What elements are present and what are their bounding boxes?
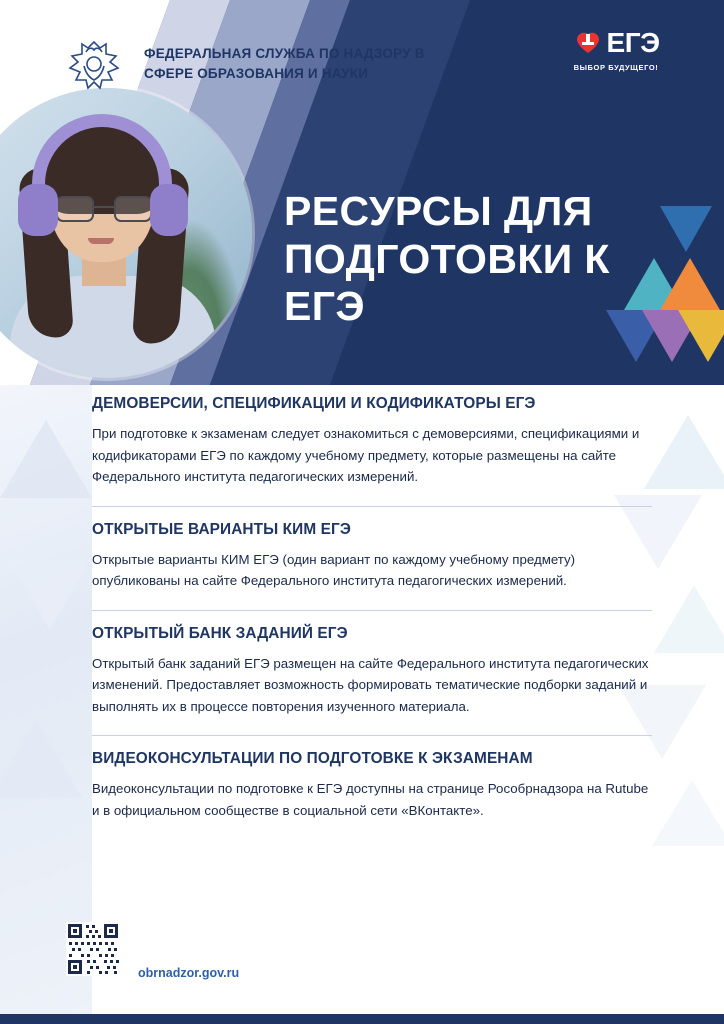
photo-person-mouth	[88, 238, 114, 244]
agency-name: ФЕДЕРАЛЬНАЯ СЛУЖБА ПО НАДЗОРУ В СФЕРЕ ОБРАЗОВАНИЯ И НАУКИ	[144, 46, 425, 82]
content-sections	[92, 395, 652, 839]
ege-logo-tagline: ВЫБОР БУДУЩЕГО!	[573, 63, 659, 72]
section-title: ОТКРЫТЫЕ ВАРИАНТЫ КИМ ЕГЭ	[92, 520, 351, 538]
website-link[interactable]: obrnadzor.gov.ru	[138, 966, 240, 980]
decorative-triangle-icon	[678, 310, 724, 362]
page-title: РЕСУРСЫ ДЛЯ ПОДГОТОВКИ К ЕГЭ	[284, 188, 610, 330]
section-demo-versions	[92, 395, 652, 496]
qr-code-icon	[66, 922, 120, 976]
decorative-triangle-icon	[654, 585, 724, 653]
section-title: ВИДЕОКОНСУЛЬТАЦИИ ПО ПОДГОТОВКЕ К ЭКЗАМЕНАМ	[92, 750, 533, 768]
section-video-consultations	[92, 735, 652, 829]
section-title: ОТКРЫТЫЙ БАНК ЗАДАНИЙ ЕГЭ	[92, 624, 348, 642]
section-body: При подготовке к экзаменам следует ознакомиться с демоверсиями, спецификациями и кодификаторами ЕГЭ по каждому учебному предмету, которые размещены на сайте Федерального института педагогических измерений.	[92, 426, 640, 485]
headphone-earcup	[18, 184, 58, 236]
section-body: Видеоконсультации по подготовке к ЕГЭ доступны на странице Рособрнадзора на Rutube и в официальном сообществе в социальной сети «ВКонтакте».	[92, 781, 649, 818]
section-open-variants	[92, 506, 652, 600]
ege-mark-icon	[573, 28, 603, 58]
decorative-triangle-icon	[0, 720, 82, 798]
headphone-earcup	[150, 184, 188, 236]
ege-logo	[556, 28, 676, 72]
student-photo	[0, 88, 252, 378]
section-body: Открытый банк заданий ЕГЭ размещен на сайте Федерального института педагогических изменений. Предоставляет возможность формировать тематические подборки заданий и выполнять их в процессе повторения изученного материала.	[92, 655, 649, 714]
ege-logo-word: ЕГЭ	[606, 27, 660, 58]
double-headed-eagle-emblem-icon	[62, 34, 126, 98]
decorative-triangle-icon	[10, 560, 90, 630]
section-title: ДЕМОВЕРСИИ, СПЕЦИФИКАЦИИ И КОДИФИКАТОРЫ ЕГЭ	[92, 395, 536, 412]
footer-bar	[0, 1014, 724, 1024]
section-open-task-bank	[92, 610, 652, 726]
decorative-triangle-icon	[644, 415, 724, 489]
section-body: Открытые варианты КИМ ЕГЭ (один вариант по каждому учебному предмету) опубликованы на сайте Федерального института педагогических измерений.	[92, 551, 576, 589]
decorative-triangle-icon	[652, 780, 724, 846]
decorative-triangle-icon	[0, 420, 92, 498]
